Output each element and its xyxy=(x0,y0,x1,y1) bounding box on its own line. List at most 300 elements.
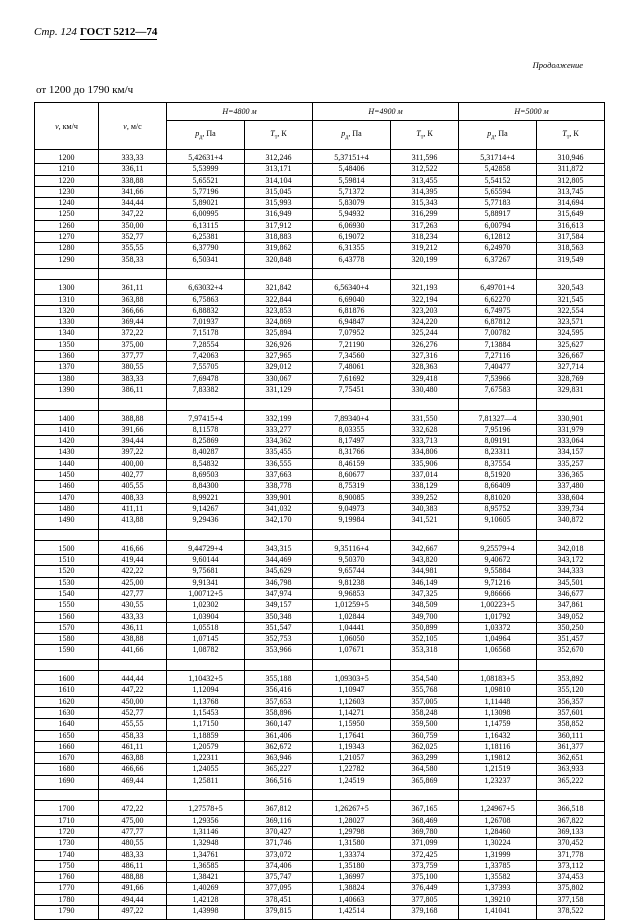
cell-c7: 342,018 xyxy=(537,540,605,554)
cell-c5: 348,509 xyxy=(391,600,459,611)
cell-c0: 1520 xyxy=(35,566,99,577)
cell-c7: 327,714 xyxy=(537,362,605,373)
cell-c2: 7,55705 xyxy=(167,362,245,373)
table-row xyxy=(35,492,605,503)
cell-c3: 334,362 xyxy=(245,436,313,447)
cell-c2: 7,28554 xyxy=(167,339,245,350)
continued-note: Продолжение xyxy=(532,60,583,70)
page-header xyxy=(34,26,593,38)
cell-c2: 6,13115 xyxy=(167,220,245,231)
cell-c6: 1,06568 xyxy=(459,645,537,659)
cell-c1: 486,11 xyxy=(99,860,167,871)
cell-c5: 363,299 xyxy=(391,753,459,764)
cell-c3: 347,974 xyxy=(245,588,313,599)
cell-c1: 422,22 xyxy=(99,566,167,577)
cell-c1: 344,44 xyxy=(99,198,167,209)
cell-c5: 338,129 xyxy=(391,481,459,492)
cell-c7: 324,595 xyxy=(537,328,605,339)
cell-c2: 8,25869 xyxy=(167,436,245,447)
cell-c0: 1670 xyxy=(35,753,99,764)
table-row xyxy=(35,470,605,481)
cell-c3: 326,926 xyxy=(245,339,313,350)
cell-c3: 338,778 xyxy=(245,481,313,492)
cell-c6: 7,40477 xyxy=(459,362,537,373)
spacer-cell xyxy=(459,529,537,540)
cell-c7: 322,554 xyxy=(537,305,605,316)
cell-c4: 1,12603 xyxy=(313,696,391,707)
table-row xyxy=(35,801,605,815)
cell-c4: 6,94847 xyxy=(313,317,391,328)
spacer-cell xyxy=(391,659,459,670)
cell-c4: 6,43778 xyxy=(313,254,391,268)
table-row xyxy=(35,294,605,305)
cell-c4: 9,19984 xyxy=(313,515,391,529)
cell-c4: 9,04973 xyxy=(313,503,391,514)
cell-c3: 371,746 xyxy=(245,838,313,849)
cell-c7: 362,651 xyxy=(537,753,605,764)
cell-c4: 7,48061 xyxy=(313,362,391,373)
cell-c6: 1,24967+5 xyxy=(459,801,537,815)
cell-c7: 352,670 xyxy=(537,645,605,659)
cell-c4: 1,01259+5 xyxy=(313,600,391,611)
cell-c0: 1580 xyxy=(35,634,99,645)
cell-c2: 1,17150 xyxy=(167,719,245,730)
cell-c3: 361,406 xyxy=(245,730,313,741)
spacer-cell xyxy=(99,268,167,279)
cell-c4: 5,37151+4 xyxy=(313,150,391,164)
table-row xyxy=(35,362,605,373)
cell-c3: 377,095 xyxy=(245,883,313,894)
cell-c0: 1650 xyxy=(35,730,99,741)
cell-c2: 1,43998 xyxy=(167,906,245,920)
cell-c0: 1760 xyxy=(35,872,99,883)
cell-c5: 365,869 xyxy=(391,775,459,789)
cell-c2: 8,84300 xyxy=(167,481,245,492)
cell-c4: 7,75451 xyxy=(313,384,391,398)
cell-c0: 1770 xyxy=(35,883,99,894)
table-row xyxy=(35,220,605,231)
cell-c3: 319,862 xyxy=(245,243,313,254)
cell-c6: 7,67583 xyxy=(459,384,537,398)
cell-c3: 313,171 xyxy=(245,164,313,175)
table-row xyxy=(35,826,605,837)
cell-c5: 376,449 xyxy=(391,883,459,894)
cell-c4: 9,81238 xyxy=(313,577,391,588)
table-row xyxy=(35,555,605,566)
cell-c4: 1,29798 xyxy=(313,826,391,837)
cell-c6: 8,95752 xyxy=(459,503,537,514)
cell-c7: 331,979 xyxy=(537,424,605,435)
cell-c0: 1610 xyxy=(35,685,99,696)
cell-c3: 352,753 xyxy=(245,634,313,645)
cell-c0: 1550 xyxy=(35,600,99,611)
cell-c5: 327,316 xyxy=(391,351,459,362)
cell-c5: 352,105 xyxy=(391,634,459,645)
table-row xyxy=(35,685,605,696)
table-row xyxy=(35,305,605,316)
cell-c3: 375,747 xyxy=(245,872,313,883)
col-header-pd-4900: $p_д$, Па xyxy=(313,121,391,150)
spacer-cell xyxy=(459,790,537,801)
cell-c0: 1460 xyxy=(35,481,99,492)
table-row xyxy=(35,622,605,633)
cell-c1: 497,22 xyxy=(99,906,167,920)
table-row xyxy=(35,198,605,209)
cell-c3: 337,663 xyxy=(245,470,313,481)
cell-c6: 1,23237 xyxy=(459,775,537,789)
table-row xyxy=(35,730,605,741)
cell-c4: 8,75319 xyxy=(313,481,391,492)
cell-c3: 366,516 xyxy=(245,775,313,789)
spacer-cell xyxy=(245,399,313,410)
cell-c2: 6,75863 xyxy=(167,294,245,305)
table-row xyxy=(35,741,605,752)
cell-c2: 9,44729+4 xyxy=(167,540,245,554)
data-table xyxy=(34,102,605,920)
cell-c1: 441,66 xyxy=(99,645,167,659)
cell-c4: 8,31766 xyxy=(313,447,391,458)
cell-c4: 1,40663 xyxy=(313,894,391,905)
cell-c1: 386,11 xyxy=(99,384,167,398)
cell-c0: 1360 xyxy=(35,351,99,362)
spacer-cell xyxy=(35,399,99,410)
cell-c0: 1630 xyxy=(35,707,99,718)
table-block-spacer xyxy=(35,529,605,540)
cell-c5: 372,425 xyxy=(391,849,459,860)
cell-c6: 7,27116 xyxy=(459,351,537,362)
cell-c1: 455,55 xyxy=(99,719,167,730)
cell-c2: 1,07145 xyxy=(167,634,245,645)
cell-c2: 7,15178 xyxy=(167,328,245,339)
table-row xyxy=(35,906,605,920)
cell-c2: 9,75681 xyxy=(167,566,245,577)
cell-c1: 436,11 xyxy=(99,622,167,633)
cell-c2: 8,40287 xyxy=(167,447,245,458)
cell-c1: 347,22 xyxy=(99,209,167,220)
spacer-cell xyxy=(537,659,605,670)
cell-c2: 5,77196 xyxy=(167,186,245,197)
cell-c5: 314,395 xyxy=(391,186,459,197)
cell-c3: 345,629 xyxy=(245,566,313,577)
cell-c5: 322,194 xyxy=(391,294,459,305)
cell-c4: 1,36997 xyxy=(313,872,391,883)
table-row xyxy=(35,849,605,860)
cell-c7: 347,861 xyxy=(537,600,605,611)
cell-c1: 413,88 xyxy=(99,515,167,529)
cell-c0: 1380 xyxy=(35,373,99,384)
cell-c6: 7,81327—4 xyxy=(459,410,537,424)
cell-c4: 5,94932 xyxy=(313,209,391,220)
cell-c4: 1,04441 xyxy=(313,622,391,633)
cell-c5: 312,522 xyxy=(391,164,459,175)
page-number-label: Стр. 124 xyxy=(34,26,77,38)
spacer-cell xyxy=(35,268,99,279)
spacer-cell xyxy=(99,529,167,540)
cell-c3: 320,848 xyxy=(245,254,313,268)
table-row xyxy=(35,436,605,447)
spacer-cell xyxy=(313,399,391,410)
cell-c1: 383,33 xyxy=(99,373,167,384)
cell-c7: 350,250 xyxy=(537,622,605,633)
cell-c4: 5,48406 xyxy=(313,164,391,175)
cell-c4: 1,02844 xyxy=(313,611,391,622)
cell-c3: 327,965 xyxy=(245,351,313,362)
cell-c5: 367,165 xyxy=(391,801,459,815)
cell-c2: 5,89021 xyxy=(167,198,245,209)
cell-c0: 1410 xyxy=(35,424,99,435)
cell-c1: 369,44 xyxy=(99,317,167,328)
cell-c7: 355,120 xyxy=(537,685,605,696)
cell-c1: 438,88 xyxy=(99,634,167,645)
spacer-cell xyxy=(245,268,313,279)
cell-c3: 339,901 xyxy=(245,492,313,503)
cell-c5: 349,700 xyxy=(391,611,459,622)
cell-c6: 1,35582 xyxy=(459,872,537,883)
table-row xyxy=(35,753,605,764)
cell-c6: 8,66409 xyxy=(459,481,537,492)
cell-c0: 1680 xyxy=(35,764,99,775)
cell-c7: 326,667 xyxy=(537,351,605,362)
group-header-h4800: H=4800 м xyxy=(167,103,313,121)
cell-c6: 5,54152 xyxy=(459,175,537,186)
cell-c3: 356,416 xyxy=(245,685,313,696)
cell-c0: 1420 xyxy=(35,436,99,447)
cell-c6: 5,42858 xyxy=(459,164,537,175)
col-header-pd-4800: $p_д$, Па xyxy=(167,121,245,150)
cell-c0: 1440 xyxy=(35,458,99,469)
cell-c5: 334,806 xyxy=(391,447,459,458)
cell-c5: 318,234 xyxy=(391,232,459,243)
cell-c0: 1390 xyxy=(35,384,99,398)
cell-c5: 359,500 xyxy=(391,719,459,730)
cell-c2: 1,03904 xyxy=(167,611,245,622)
table-row xyxy=(35,317,605,328)
cell-c4: 5,83079 xyxy=(313,198,391,209)
col-header-v-kmh: v, км/ч xyxy=(35,103,99,150)
cell-c2: 1,36585 xyxy=(167,860,245,871)
cell-c6: 1,21519 xyxy=(459,764,537,775)
cell-c1: 394,44 xyxy=(99,436,167,447)
cell-c0: 1690 xyxy=(35,775,99,789)
cell-c6: 1,37393 xyxy=(459,883,537,894)
cell-c6: 6,49701+4 xyxy=(459,280,537,294)
cell-c0: 1620 xyxy=(35,696,99,707)
table-row xyxy=(35,339,605,350)
cell-c6: 8,81020 xyxy=(459,492,537,503)
cell-c5: 341,521 xyxy=(391,515,459,529)
cell-c6: 1,09810 xyxy=(459,685,537,696)
cell-c7: 367,822 xyxy=(537,815,605,826)
cell-c7: 334,157 xyxy=(537,447,605,458)
spacer-cell xyxy=(99,399,167,410)
cell-c6: 9,40672 xyxy=(459,555,537,566)
cell-c4: 8,03355 xyxy=(313,424,391,435)
cell-c5: 342,667 xyxy=(391,540,459,554)
table-row xyxy=(35,503,605,514)
cell-c1: 447,22 xyxy=(99,685,167,696)
table-row xyxy=(35,540,605,554)
cell-c5: 330,480 xyxy=(391,384,459,398)
cell-c5: 357,005 xyxy=(391,696,459,707)
cell-c4: 9,50370 xyxy=(313,555,391,566)
cell-c2: 7,01937 xyxy=(167,317,245,328)
cell-c0: 1240 xyxy=(35,198,99,209)
cell-c0: 1600 xyxy=(35,671,99,685)
cell-c2: 1,38421 xyxy=(167,872,245,883)
cell-c6: 6,12812 xyxy=(459,232,537,243)
group-header-h4900: H=4900 м xyxy=(313,103,459,121)
cell-c2: 1,05518 xyxy=(167,622,245,633)
table-row xyxy=(35,232,605,243)
cell-c1: 408,33 xyxy=(99,492,167,503)
cell-c2: 5,42631+4 xyxy=(167,150,245,164)
cell-c2: 1,25811 xyxy=(167,775,245,789)
cell-c7: 357,601 xyxy=(537,707,605,718)
cell-c0: 1640 xyxy=(35,719,99,730)
cell-c7: 325,627 xyxy=(537,339,605,350)
cell-c0: 1350 xyxy=(35,339,99,350)
cell-c5: 368,469 xyxy=(391,815,459,826)
cell-c3: 374,406 xyxy=(245,860,313,871)
cell-c2: 1,34761 xyxy=(167,849,245,860)
cell-c3: 312,246 xyxy=(245,150,313,164)
cell-c5: 347,325 xyxy=(391,588,459,599)
table-row xyxy=(35,645,605,659)
table-row xyxy=(35,328,605,339)
cell-c0: 1370 xyxy=(35,362,99,373)
table-row xyxy=(35,458,605,469)
cell-c5: 369,780 xyxy=(391,826,459,837)
cell-c5: 315,343 xyxy=(391,198,459,209)
cell-c3: 336,555 xyxy=(245,458,313,469)
cell-c3: 342,170 xyxy=(245,515,313,529)
col-header-pd-5000: $p_д$, Па xyxy=(459,121,537,150)
cell-c0: 1560 xyxy=(35,611,99,622)
cell-c2: 1,29356 xyxy=(167,815,245,826)
cell-c7: 338,604 xyxy=(537,492,605,503)
cell-c4: 6,19072 xyxy=(313,232,391,243)
cell-c0: 1320 xyxy=(35,305,99,316)
cell-c6: 1,04964 xyxy=(459,634,537,645)
spacer-cell xyxy=(99,659,167,670)
cell-c5: 340,383 xyxy=(391,503,459,514)
cell-c4: 1,09303+5 xyxy=(313,671,391,685)
cell-c0: 1500 xyxy=(35,540,99,554)
cell-c3: 323,853 xyxy=(245,305,313,316)
cell-c1: 419,44 xyxy=(99,555,167,566)
table-row xyxy=(35,775,605,789)
spacer-cell xyxy=(459,268,537,279)
cell-c2: 9,91341 xyxy=(167,577,245,588)
cell-c2: 9,14267 xyxy=(167,503,245,514)
table-row xyxy=(35,150,605,164)
cell-c3: 343,315 xyxy=(245,540,313,554)
cell-c3: 360,147 xyxy=(245,719,313,730)
cell-c5: 344,981 xyxy=(391,566,459,577)
table-group-header-row xyxy=(35,103,605,121)
cell-c4: 1,19343 xyxy=(313,741,391,752)
spacer-cell xyxy=(537,268,605,279)
cell-c7: 333,064 xyxy=(537,436,605,447)
cell-c6: 5,77183 xyxy=(459,198,537,209)
cell-c3: 318,883 xyxy=(245,232,313,243)
standard-number: ГОСТ 5212—74 xyxy=(79,26,158,38)
cell-c1: 397,22 xyxy=(99,447,167,458)
cell-c7: 361,377 xyxy=(537,741,605,752)
spacer-cell xyxy=(313,268,391,279)
cell-c4: 5,71372 xyxy=(313,186,391,197)
cell-c0: 1540 xyxy=(35,588,99,599)
table-row xyxy=(35,883,605,894)
table-row xyxy=(35,707,605,718)
table-row xyxy=(35,424,605,435)
cell-c6: 1,13098 xyxy=(459,707,537,718)
cell-c1: 463,88 xyxy=(99,753,167,764)
cell-c7: 319,549 xyxy=(537,254,605,268)
table-row xyxy=(35,164,605,175)
cell-c2: 8,99221 xyxy=(167,492,245,503)
cell-c6: 1,08183+5 xyxy=(459,671,537,685)
cell-c1: 400,00 xyxy=(99,458,167,469)
group-header-h5000: H=5000 м xyxy=(459,103,605,121)
cell-c2: 1,27578+5 xyxy=(167,801,245,815)
cell-c3: 315,993 xyxy=(245,198,313,209)
cell-c6: 1,26708 xyxy=(459,815,537,826)
cell-c2: 5,53999 xyxy=(167,164,245,175)
cell-c1: 377,77 xyxy=(99,351,167,362)
table-row xyxy=(35,611,605,622)
cell-c3: 341,032 xyxy=(245,503,313,514)
cell-c7: 363,933 xyxy=(537,764,605,775)
cell-c6: 6,24970 xyxy=(459,243,537,254)
cell-c1: 452,77 xyxy=(99,707,167,718)
table-row xyxy=(35,384,605,398)
cell-c6: 6,00794 xyxy=(459,220,537,231)
cell-c5: 373,759 xyxy=(391,860,459,871)
cell-c2: 7,42063 xyxy=(167,351,245,362)
cell-c3: 329,012 xyxy=(245,362,313,373)
cell-c2: 1,24055 xyxy=(167,764,245,775)
cell-c4: 7,89340+4 xyxy=(313,410,391,424)
table-row xyxy=(35,373,605,384)
cell-c7: 343,172 xyxy=(537,555,605,566)
spacer-cell xyxy=(391,529,459,540)
cell-c4: 9,65744 xyxy=(313,566,391,577)
cell-c7: 373,112 xyxy=(537,860,605,871)
cell-c4: 7,21190 xyxy=(313,339,391,350)
cell-c3: 321,842 xyxy=(245,280,313,294)
cell-c1: 411,11 xyxy=(99,503,167,514)
cell-c1: 366,66 xyxy=(99,305,167,316)
cell-c6: 1,11448 xyxy=(459,696,537,707)
cell-c0: 1710 xyxy=(35,815,99,826)
cell-c5: 323,203 xyxy=(391,305,459,316)
cell-c5: 339,252 xyxy=(391,492,459,503)
cell-c2: 6,00995 xyxy=(167,209,245,220)
cell-c1: 388,88 xyxy=(99,410,167,424)
cell-c5: 364,580 xyxy=(391,764,459,775)
cell-c6: 7,13884 xyxy=(459,339,537,350)
table-block-spacer xyxy=(35,268,605,279)
cell-c3: 314,104 xyxy=(245,175,313,186)
cell-c2: 1,13768 xyxy=(167,696,245,707)
cell-c3: 325,894 xyxy=(245,328,313,339)
cell-c2: 8,11578 xyxy=(167,424,245,435)
cell-c2: 6,63032+4 xyxy=(167,280,245,294)
cell-c1: 416,66 xyxy=(99,540,167,554)
table-row xyxy=(35,175,605,186)
cell-c4: 6,69040 xyxy=(313,294,391,305)
